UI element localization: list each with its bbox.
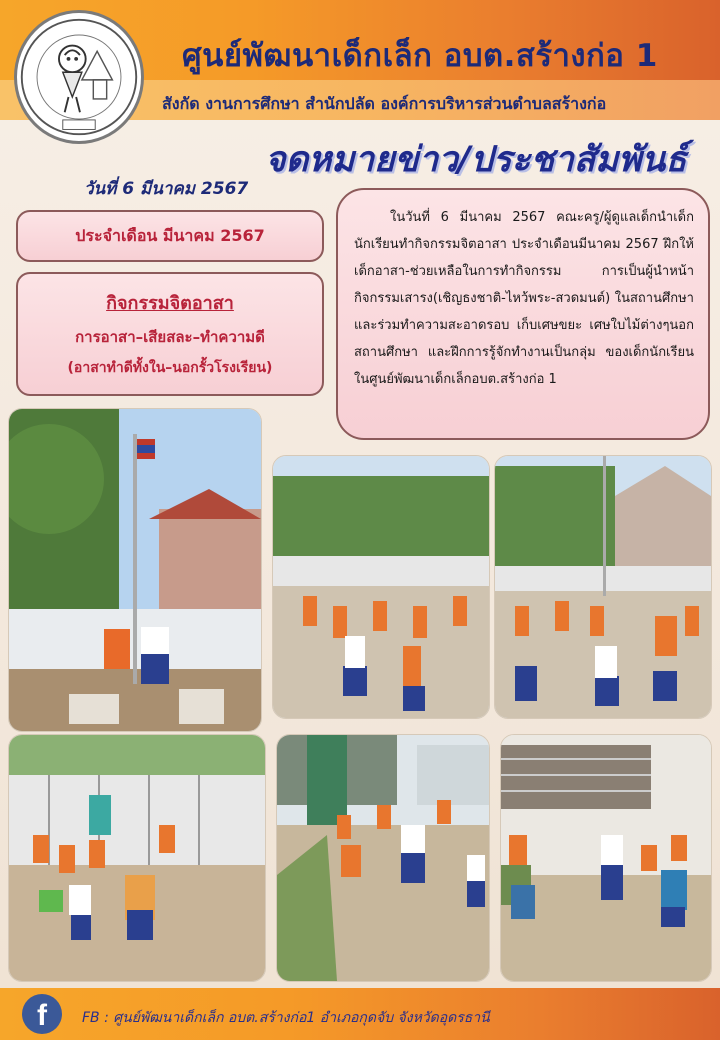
month-label: ประจำเดือน มีนาคม 2567 — [75, 226, 265, 245]
photo-cleaning-path — [276, 734, 490, 982]
photo-cleaning-fence — [8, 734, 266, 982]
activity-line-1: การอาสา–เสียสละ–ทำความดี — [75, 328, 265, 346]
newsletter-date: วันที่ 6 มีนาคม 2567 — [84, 179, 249, 199]
month-label-box — [16, 210, 324, 262]
facebook-page-link[interactable]: FB : ศูนย์พัฒนาเด็กเล็ก อบต.สร้างก่อ1 อำเภอกุดจับ จังหวัดอุดรธานี — [82, 1010, 490, 1026]
center-title: ศูนย์พัฒนาเด็กเล็ก อบต.สร้างก่อ 1 — [182, 38, 658, 74]
news-box — [336, 188, 710, 440]
news-text: ในวันที่ 6 มีนาคม 2567 คณะครู/ผู้ดูแลเด็กนำเด็กนักเรียนทำกิจกรรมจิตอาสา ประจำเดือนมีนาคม 2567 ฝึกให้เด็กอาสา-ช่วยเหลือในการทำกิจกรรม การเป็นผู้นำหน้ากิจกรรมเสารง(เชิญธงชาติ-ไหว้พระ-สวดมนต์) ในสถานศึกษา และร่วมทำความสะอาดรอบ เก็บเศษขยะ เศษใบไม้ต่างๆนอกสถานศึกษา และฝึกการรู้จักทำงานเป็นกลุ่ม ของเด็กนักเรียนในศูนย์พัฒนาเด็กเล็กอบต.สร้างก่อ 1 — [354, 210, 694, 387]
activity-title: กิจกรรมจิตอาสา — [106, 293, 234, 314]
photo-flagpole-children — [8, 408, 262, 732]
facebook-icon[interactable]: f — [22, 994, 62, 1034]
school-emblem-icon — [14, 10, 144, 144]
activity-line-2: (อาสาทำดีทั้งใน–นอกรั้วโรงเรียน) — [67, 360, 273, 376]
photo-schoolyard-assembly-2 — [494, 455, 712, 719]
photo-schoolyard-assembly-1 — [272, 455, 490, 719]
newsletter-headline: จดหมายข่าว/ประชาสัมพันธ์ — [265, 140, 687, 180]
activity-box — [16, 272, 324, 396]
photo-cleaning-building — [500, 734, 712, 982]
affiliation-subtitle: สังกัด งานการศึกษา สำนักปลัด องค์การบริหารส่วนตำบลสร้างก่อ — [162, 94, 607, 113]
